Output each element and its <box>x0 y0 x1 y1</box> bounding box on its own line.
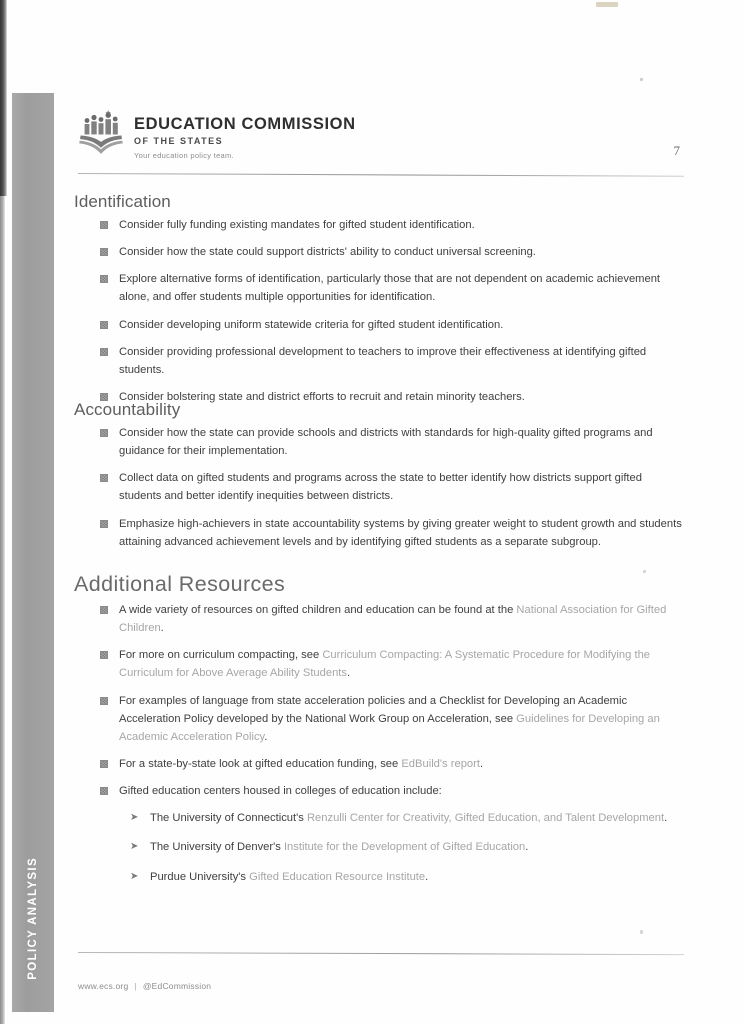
scan-edge-shadow-lower <box>0 196 5 1024</box>
square-bullet-icon <box>100 606 108 614</box>
bullet-text-run: Consider how the state could support districts' ability to conduct universal screening. <box>119 246 536 259</box>
bullet-text-run: Gifted education centers housed in colleges of education include: <box>119 785 442 798</box>
bullet-text-run: Explore alternative forms of identification, particularly those that are not dependent on academic achievement alone, and offer students multiple opportunities for identification. <box>119 273 661 304</box>
list-item <box>74 216 688 234</box>
bullet-text-run: . <box>425 870 429 883</box>
bullet-text-run: Emphasize high-achievers in state accountability systems by giving greater weight to student growth and students attaining advanced achievement levels and by identifying gifted students as a separate subgroup. <box>119 517 682 548</box>
bullet-text-run: Consider bolstering state and district efforts to recruit and retain minority teachers. <box>119 390 525 403</box>
resource-link[interactable]: Guidelines for Developing an Academic Acceleration Policy <box>119 712 660 743</box>
footer-divider <box>78 952 684 955</box>
footer-website[interactable]: www.ecs.org <box>78 981 129 991</box>
list-item <box>74 243 688 261</box>
square-bullet-icon <box>100 429 108 437</box>
sub-list-item-text <box>150 868 688 886</box>
resource-link[interactable]: Curriculum Compacting: A Systematic Procedure for Modifying the Curriculum for Above Average Ability Students <box>119 649 651 680</box>
square-bullet-icon <box>100 787 108 795</box>
list-item-text <box>119 646 688 682</box>
list-item-text <box>119 515 688 551</box>
square-bullet-icon <box>100 520 108 528</box>
scan-edge-shadow <box>0 0 7 196</box>
bullet-text-run: . <box>664 812 668 825</box>
side-tab-label: POLICY ANALYSIS <box>27 857 39 980</box>
square-bullet-icon <box>100 697 108 705</box>
org-tagline: Your education policy team. <box>134 150 234 160</box>
list-item-text <box>119 601 688 637</box>
bullet-text-run: Consider developing uniform statewide criteria for gifted student identification. <box>119 318 504 331</box>
resource-link[interactable]: Institute for the Development of Gifted Education <box>283 841 526 854</box>
heading-accountability: Accountability <box>74 400 181 419</box>
bullet-text-run: A wide variety of resources on gifted children and education can be found at the <box>119 604 517 616</box>
square-bullet-icon <box>100 275 108 283</box>
bullet-list-identification <box>74 216 688 415</box>
footer-social-handle[interactable]: @EdCommission <box>142 981 212 991</box>
sub-list-item-text <box>150 809 688 827</box>
square-bullet-icon <box>100 348 108 356</box>
ecs-book-figures-logo-icon <box>78 110 124 154</box>
bullet-text-run: For examples of language from state acceleration policies and a Checklist for Developing an Academic Acceleration Policy developed by the National Work Group on Acceleration, see <box>119 694 628 725</box>
square-bullet-icon <box>100 221 108 229</box>
resource-link[interactable]: EdBuild's report <box>401 757 480 770</box>
resource-link[interactable]: Gifted Education Resource Institute <box>249 870 426 883</box>
list-item <box>74 316 688 334</box>
list-item-text <box>119 270 688 306</box>
list-item <box>74 424 688 460</box>
list-item-text <box>119 469 688 505</box>
arrow-right-icon: ➤ <box>130 841 139 853</box>
bullet-text-run: . <box>479 757 484 770</box>
list-item <box>74 755 688 773</box>
org-subtitle: OF THE STATES <box>134 135 224 146</box>
side-tab-policy-analysis <box>12 93 54 1012</box>
list-item-text <box>119 755 688 773</box>
footer <box>78 981 211 991</box>
list-item <box>74 270 688 306</box>
org-name: EDUCATION COMMISSION <box>134 115 356 133</box>
square-bullet-icon <box>100 248 108 256</box>
bullet-text-run: Consider providing professional development to teachers to improve their effectiveness at identifying gifted students. <box>119 345 647 376</box>
bullet-text-run: Purdue University's <box>150 870 250 883</box>
sub-list-item <box>74 838 688 856</box>
resource-link[interactable]: Renzulli Center for Creativity, Gifted Education, and Talent Development <box>306 812 665 825</box>
sub-list-item <box>74 868 688 886</box>
list-item <box>74 601 688 637</box>
list-item <box>74 515 688 551</box>
arrow-right-icon: ➤ <box>130 870 139 882</box>
header-divider <box>78 173 684 177</box>
heading-identification: Identification <box>74 192 171 211</box>
bullet-text-run: . <box>264 730 268 743</box>
square-bullet-icon <box>100 321 108 329</box>
page-number: 7 <box>673 143 680 158</box>
list-item-text <box>119 316 688 334</box>
list-item <box>74 469 688 505</box>
bullet-list-resources <box>74 601 688 897</box>
sub-list-item <box>74 809 688 827</box>
bullet-text-run: . <box>160 622 164 635</box>
list-item <box>74 782 688 800</box>
bullet-text-run: . <box>525 841 529 854</box>
bullet-text-run: The University of Connecticut's <box>150 812 307 825</box>
arrow-right-icon: ➤ <box>130 812 139 824</box>
bullet-list-accountability <box>74 424 688 560</box>
bullet-text-run: . <box>347 667 351 680</box>
bullet-text-run: For a state-by-state look at gifted education funding, see <box>119 757 402 770</box>
bullet-text-run: For more on curriculum compacting, see <box>119 649 323 662</box>
square-bullet-icon <box>100 651 108 659</box>
masthead <box>78 108 356 160</box>
list-item-text <box>119 692 688 746</box>
list-item <box>74 646 688 682</box>
list-item-text <box>119 216 688 234</box>
sub-list <box>74 809 688 885</box>
bullet-text-run: Consider fully funding existing mandates for gifted student identification. <box>119 219 475 231</box>
list-item-text <box>119 388 688 406</box>
heading-additional-resources: Additional Resources <box>74 572 286 596</box>
page-content <box>74 0 688 1024</box>
list-item-text <box>119 243 688 261</box>
bullet-text-run: The University of Denver's <box>150 841 284 854</box>
sub-list-item-text <box>150 838 688 856</box>
square-bullet-icon <box>100 760 108 768</box>
bullet-text-run: Collect data on gifted students and programs across the state to better identify how districts support gifted students and better identify inequities between districts. <box>119 472 642 503</box>
list-item-text <box>119 343 688 379</box>
list-item <box>74 692 688 746</box>
bullet-text-run: Consider how the state can provide schools and districts with standards for high-quality gifted programs and guidance for their implementation. <box>119 427 653 458</box>
footer-separator: | <box>134 981 137 991</box>
list-item-text <box>119 782 688 800</box>
list-item <box>74 343 688 379</box>
square-bullet-icon <box>100 474 108 482</box>
resource-link[interactable]: National Association for Gifted Children <box>119 604 667 635</box>
list-item-text <box>119 424 688 460</box>
